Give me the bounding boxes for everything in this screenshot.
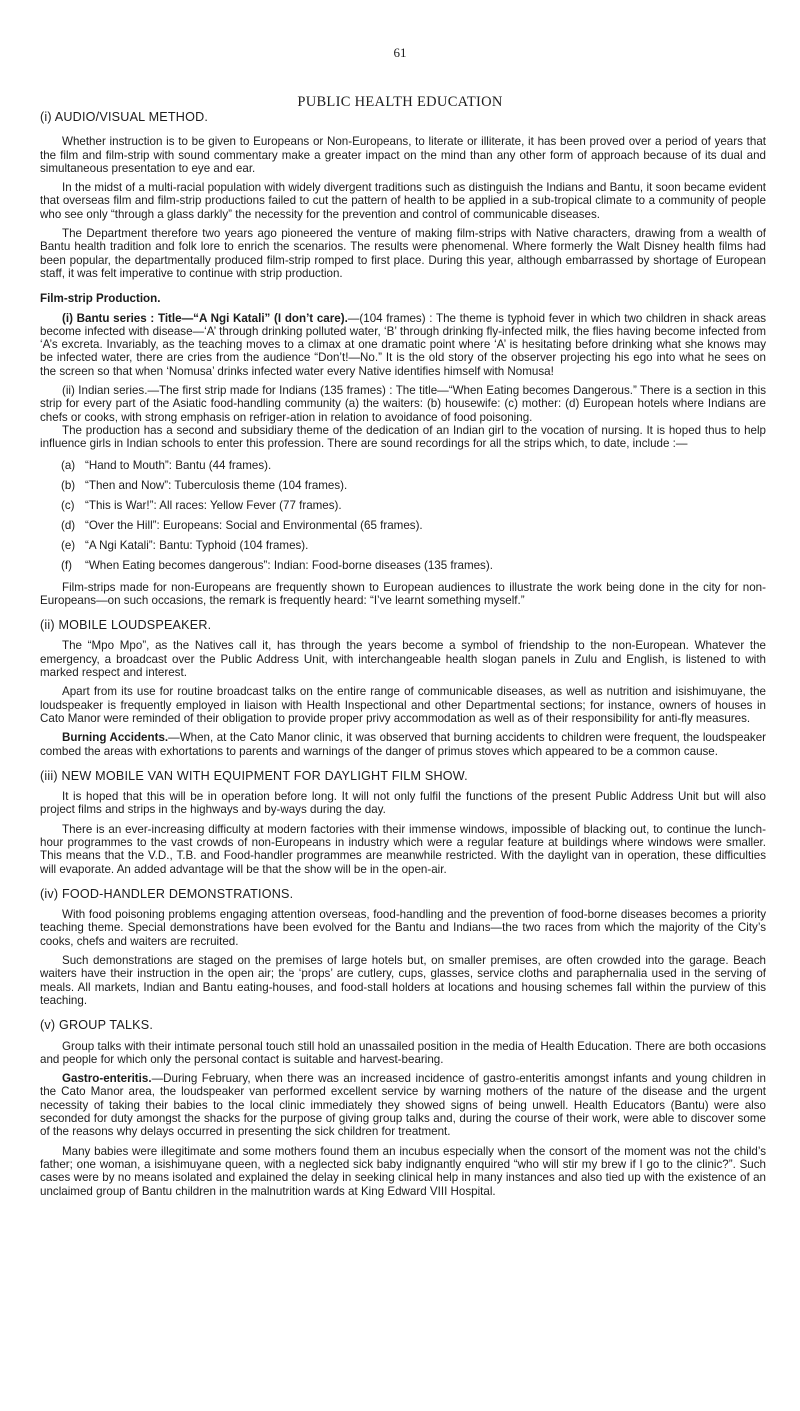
section-heading-audio-visual: (i) AUDIO/VISUAL METHOD. — [40, 110, 209, 124]
paragraph: There is an ever-increasing difficulty at modern factories with their immense windows, impossible of blacking out, to continue the lunch-hour programmes to the vast crowds of non-Europeans in industry which were a regular feature at buildings where windows were smaller. This means that the V.D., T.B. and Food-handler programmes are meanwhile restricted. With the daylight van in operation, these difficulties will evaporate. An added advantage will be that the show will be in the open-air. — [40, 822, 766, 876]
paragraph — [40, 731, 766, 758]
paragraph: Apart from its use for routine broadcast talks on the entire range of communicable diseases, as well as nutrition and isishimuyane, the loudspeaker is frequently employed in liaison with Health Inspectional and other Departmental sections; for instance, owners of houses in Cato Manor were reminded of their obligation to provide proper privy accommodation as well as of their responsibility for anti-fly measures. — [40, 685, 766, 725]
list-item — [61, 516, 766, 536]
list-item-key: (e) — [61, 538, 76, 552]
paragraph: It is hoped that this will be in operation before long. It will not only fulfil the functions of the present Public Address Unit but will also project films and strips in the highways and by-ways during the day. — [40, 790, 766, 817]
list-item — [61, 476, 766, 496]
list-item-key: (f) — [61, 558, 72, 572]
paragraph: Many babies were illegitimate and some mothers found them an incubus especially when the consort of the moment was not the child’s father; one woman, a isishimuyane queen, with a neglected sick baby indignantly enquired “who will stir my brew if I go to the clinic?”. Such cases were by no means isolated and explained the delay in seeking clinical help in many instances and also tied up with the existence of an unclaimed group of Bantu children in the malnutrition wards at King Edward VIII Hospital. — [40, 1144, 766, 1198]
paragraph-lead: Burning Accidents. — [62, 731, 169, 745]
section-heading-mobile-loudspeaker: (ii) MOBILE LOUDSPEAKER. — [40, 618, 212, 633]
list-item — [61, 536, 766, 556]
paragraph: Film-strips made for non-Europeans are frequently shown to European audiences to illustrate the work being done in the city for non-Europeans—on such occasions, the remark is frequently heard: “I’ve learnt something myself.” — [40, 580, 766, 607]
list-item — [61, 496, 766, 516]
paragraph — [40, 1072, 766, 1138]
list-item — [61, 456, 766, 476]
paragraph: With food poisoning problems engaging attention overseas, food-handling and the prevention of food-borne diseases becomes a priority teaching theme. Special demonstrations have been evolved for the Bantu and Indians—the two races from which the majority of the City’s cooks, chefs and waiters are recruited. — [40, 908, 766, 948]
list-item-key: (b) — [61, 478, 76, 492]
list-item-key: (a) — [61, 458, 76, 472]
paragraph: In the midst of a multi-racial population with widely divergent traditions such as distinguish the Indians and Bantu, it soon became evident that overseas film and film-strip productions failed to cut the pattern of health to be applied in a sub-tropical climate to a community of people who see only “through a glass darkly” the necessity for the prevention and control of communicable diseases. — [40, 181, 766, 221]
list-item-text: “This is War!”: All races: Yellow Fever (77 frames). — [85, 498, 342, 512]
paragraph: The production has a second and subsidiary theme of the dedication of an Indian girl to the vocation of nursing. It is hoped thus to help influence girls in Indian schools to enter this profession. There are sound recordings for all the strips which, to date, include :— — [40, 423, 766, 451]
list-item-key: (d) — [61, 518, 76, 532]
list-item-text: “When Eating becomes dangerous”: Indian: Food-borne diseases (135 frames). — [85, 558, 493, 572]
subheading-film-strip-production: Film-strip Production. — [40, 292, 161, 306]
paragraph — [40, 312, 766, 378]
paragraph-lead: (i) Bantu series : Title—“A Ngi Katali” (I don’t care). — [62, 311, 348, 325]
paragraph: Group talks with their intimate personal touch still hold an unassailed position in the media of Health Education. There are both occasions and people for which only the personal contact is suitable and harvest-bearing. — [40, 1039, 766, 1066]
paragraph-text: —When, at the Cato Manor clinic, it was observed that burning accidents to children were frequent, the loudspeaker combed the areas with exhortations to parents and warnings of the danger of primus stoves which appeared to be a common cause. — [40, 731, 766, 758]
list-item-text: “Hand to Mouth”: Bantu (44 frames). — [85, 458, 272, 472]
section-heading-mobile-van: (iii) NEW MOBILE VAN WITH EQUIPMENT FOR DAYLIGHT FILM SHOW. — [40, 768, 468, 783]
paragraph-lead: Gastro-enteritis. — [62, 1072, 152, 1086]
paragraph-text: —During February, when there was an increased incidence of gastro-enteritis amongst infants and young children in the Cato Manor area, the loudspeaker van performed excellent service by warning mothers of the nature of the disease and the urgent necessity of taking their babies to the local clinic immediately they showed signs of being unwell. Health Educators (Bantu) were also seconded for duty amongst the shacks for the purpose of giving group talks and, during the course of their work, were able to discover some of the reasons why delays occurred in presenting the sick children for treatment. — [40, 1072, 766, 1139]
section-heading-food-handler: (iv) FOOD-HANDLER DEMONSTRATIONS. — [40, 886, 294, 901]
film-strip-list — [61, 456, 766, 576]
list-item-text: “A Ngi Katali”: Bantu: Typhoid (104 frames). — [85, 538, 309, 552]
list-item-text: “Over the Hill”: Europeans: Social and Environmental (65 frames). — [85, 518, 423, 532]
paragraph-text: —The first strip made for Indians (135 frames) : The title—“When Eating becomes Dangerous.” There is a section in this strip for every part of the Asiatic food-handling community (a) the waiters: (b) housewife: (c) mother: (d) European hotels where Indians are chefs or cooks, with strong emphasis on refriger-ation in relation to avoidance of food poisoning. — [40, 384, 766, 424]
paragraph: The “Mpo Mpo”, as the Natives call it, has through the years become a symbol of friendship to the non-European. Whatever the emergency, a broadcast over the Public Address Unit, with interchangeable health slogan panels in Zulu and English, is listened to with marked respect and interest. — [40, 639, 766, 680]
paragraph — [40, 384, 766, 424]
paragraph-text: —(104 frames) : The theme is typhoid fever in which two children in shack areas become infected with disease—‘A’ through drinking polluted water, ‘B’ through drinking fly-infected milk, the flies having become infected from ‘A’s excreta. Invariably, as the teaching moves to a climax at one dramatic point where ‘A’ is hesitating before drinking what she knows may be infected water, there are cries from the audience “Don’t!—No.” It is the old story of the observer projecting his ego into what he sees on the screen so that when ‘Nomusa’ drinks infected water every Native identifies himself with Nomusa! — [40, 311, 766, 378]
paragraph: Whether instruction is to be given to Europeans or Non-Europeans, to literate or illiterate, it has been proved over a period of years that the film and film-strip with sound commentary make a greater impact on the mind than any other form of approach because of its dual and simultaneous presentation to eye and ear. — [40, 135, 766, 175]
page-title: PUBLIC HEALTH EDUCATION — [297, 94, 503, 110]
list-item — [61, 556, 766, 576]
section-heading-group-talks: (v) GROUP TALKS. — [40, 1018, 154, 1033]
document-body — [40, 111, 766, 1198]
paragraph: Such demonstrations are staged on the premises of large hotels but, on smaller premises, are often crowded into the garage. Beach waiters have their instruction in the open air; the ‘props’ are cutlery, cups, glasses, service cloths and paraphernalia used in the serving of meals. All markets, Indian and Bantu eating-houses, and food-stall holders at locations and housing schemes fall within the purview of this teaching. — [40, 954, 766, 1007]
paragraph: The Department therefore two years ago pioneered the venture of making film-strips with Native characters, drawing from a wealth of Bantu health tradition and folk lore to enrich the scenarios. The results were phenomenal. Where formerly the Walt Disney health films had been popular, the departmentally produced film-strip romped to first place. During this year, although embarrassed by shortage of European staff, it was felt imperative to continue with strip production. — [40, 227, 766, 280]
page-number: 61 — [393, 45, 407, 60]
list-item-key: (c) — [61, 498, 75, 512]
paragraph-lead: (ii) Indian series. — [62, 384, 148, 398]
list-item-text: “Then and Now”: Tuberculosis theme (104 frames). — [85, 478, 348, 492]
